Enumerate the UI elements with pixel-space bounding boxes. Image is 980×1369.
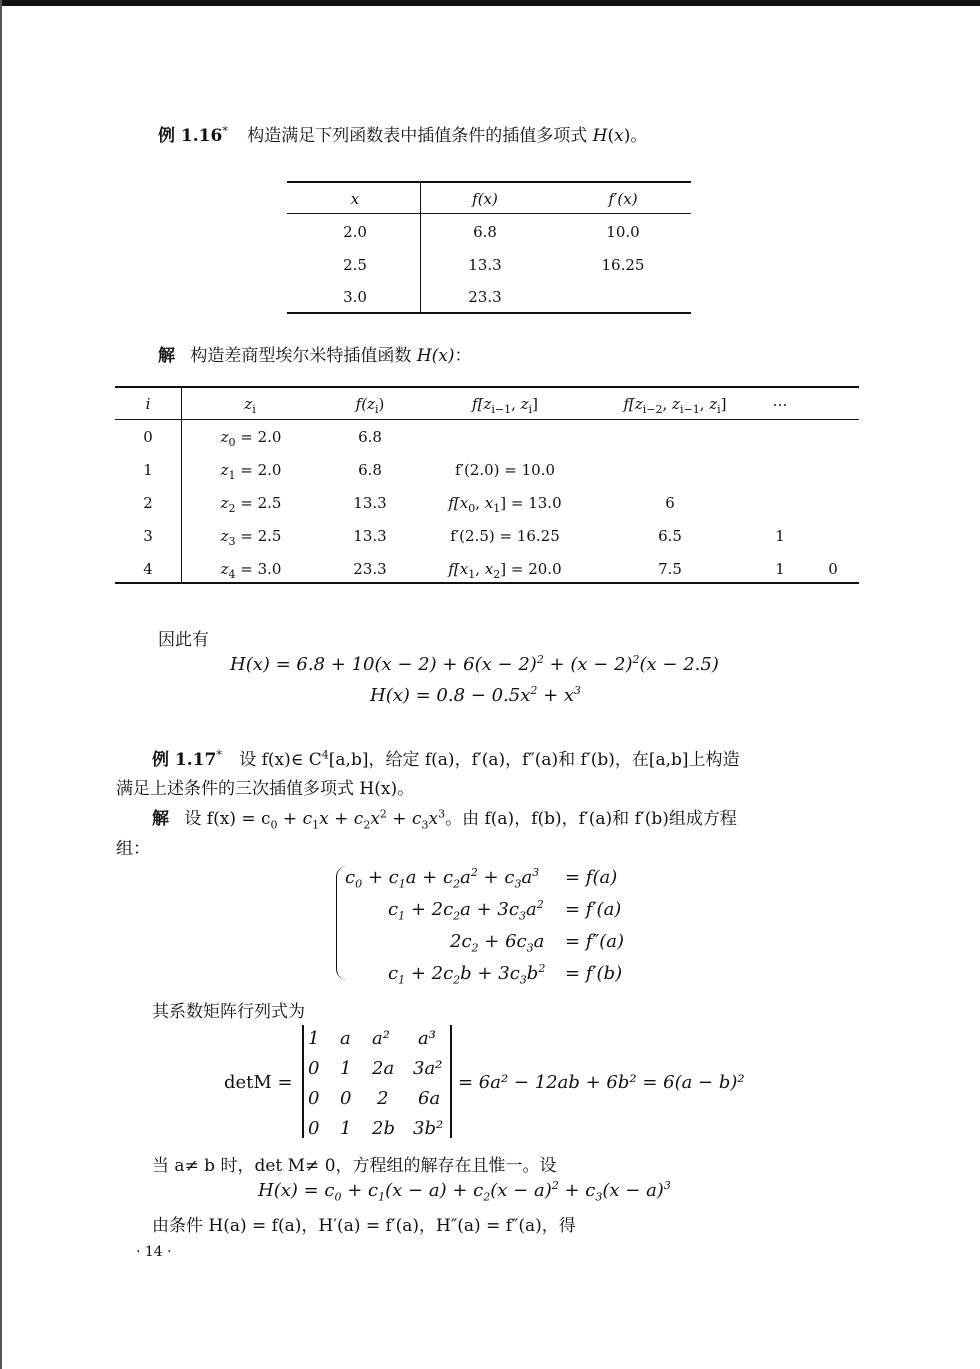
system-eq-1-rhs: = f(a)	[565, 867, 618, 888]
table-2-header-i: i	[145, 395, 151, 413]
system-eq-2-rhs: = f′(a)	[565, 899, 622, 920]
table-2-cell-dd3: 1	[775, 527, 785, 545]
solution-1-func: H(x)	[416, 346, 455, 366]
equation-1: $H(x) = 6.8 + 10(x - 2) + 6(x - 2)^2 + (x - 2)^2(x - 2.5)$	[230, 653, 719, 675]
system-eq-3-rhs: = f″(a)	[565, 931, 624, 952]
table-1-header-fprime: f′(x)	[608, 190, 638, 208]
example-116-H: H	[592, 126, 608, 146]
table-2-header-rule	[115, 419, 859, 420]
det-cell: 6a	[418, 1088, 441, 1109]
table-2-cell-i: 0	[143, 428, 153, 446]
det-cell: 3b²	[413, 1118, 444, 1139]
det-cell: a	[340, 1028, 351, 1049]
solution-1-label: 解	[158, 346, 175, 366]
det-cell: 0	[308, 1088, 320, 1109]
table-2-divider	[181, 386, 182, 583]
table-2-header-dd2: $f[z_{i-2}$, $z_{i-1}$, $z_i$]	[623, 395, 727, 416]
system-eq-3-lhs: $2c_2 + 6c_3a$	[450, 931, 545, 955]
table-2-cell-f: 23.3	[353, 560, 387, 578]
solution-1-line	[158, 341, 472, 366]
det-result: = 6a² − 12ab + 6b² = 6(a − b)²	[458, 1072, 745, 1093]
table-1-header-f: f(x)	[472, 190, 498, 208]
table-2-cell-dd4: 0	[828, 560, 838, 578]
table-1-bottom-rule	[287, 312, 691, 314]
table-2-cell-dd2: 7.5	[658, 560, 682, 578]
table-1-cell: 23.3	[468, 288, 502, 306]
equation-3: $H(x) = c_0 + c_1(x - a) + c_2(x - a)^2 + c_3(x - a)^3$	[258, 1179, 671, 1204]
equation-2: $H(x) = 0.8 - 0.5x^2 + x^3$	[370, 684, 582, 706]
det-cell: 1	[308, 1028, 320, 1049]
table-2-header-dd1: $f[z_{i-1}$, $z_i$]	[472, 395, 538, 416]
table-2-cell-f: 6.8	[358, 461, 382, 479]
table-2-bottom-rule	[115, 582, 859, 584]
example-116-star: *	[222, 124, 228, 138]
table-2-cell-dd1: f′(2.0) = 10.0	[454, 461, 556, 479]
table-1-cell: 2.5	[343, 256, 367, 274]
example-116-x: x	[614, 126, 624, 146]
left-edge	[0, 0, 2, 1369]
table-2-cell-i: 3	[143, 527, 153, 545]
table-2-cell-dd2: 6.5	[658, 527, 682, 545]
example-116-line: 例 1.16* 构造满足下列函数表中插值条件的插值多项式 H(x)。	[158, 124, 648, 146]
det-cell: a²	[372, 1028, 390, 1049]
table-2-header-ellipsis: …	[772, 392, 788, 410]
example-116-text: 构造满足下列函数表中插值条件的插值多项式	[247, 126, 593, 146]
example-117-label: 例 1.17	[152, 750, 217, 770]
det-cell: 2b	[372, 1118, 395, 1139]
table-1-cell: 2.0	[343, 223, 367, 241]
system-eq-1-lhs: $c_0 + c_1a + c_2a^2 + c_3a^3$	[345, 866, 540, 891]
top-rule	[0, 0, 980, 6]
table-2-cell-dd3: 1	[775, 560, 785, 578]
table-2-cell-z: $z_4 = 3.0$	[220, 560, 282, 581]
det-cell: a³	[418, 1028, 436, 1049]
example-116-label: 例 1.16	[158, 126, 223, 146]
system-eq-4-lhs: $c_1 + 2c_2b + 3c_3b^2$	[388, 962, 546, 987]
table-2-header-z: $z_i$	[244, 395, 256, 416]
det-cell: 3a²	[413, 1058, 443, 1079]
table-2-top-rule	[115, 386, 859, 388]
solution-1-text: 构造差商型埃尔米特插值函数	[190, 346, 417, 366]
det-cell: 1	[340, 1058, 352, 1079]
det-cell: 2a	[372, 1058, 395, 1079]
table-1-cell: 6.8	[473, 223, 497, 241]
example-116-end: 。	[630, 126, 648, 146]
table-1-cell: 13.3	[468, 256, 502, 274]
table-2-cell-dd2: 6	[665, 494, 675, 512]
table-2-cell-dd1: f′(2.5) = 16.25	[450, 527, 560, 545]
table-1-cell: 16.25	[601, 256, 645, 274]
det-label: detM =	[224, 1072, 293, 1093]
table-2-cell-f: 13.3	[353, 494, 387, 512]
system-eq-2-lhs: $c_1 + 2c_2a + 3c_3a^2$	[388, 898, 544, 923]
table-2-cell-i: 1	[143, 461, 153, 479]
table-2-cell-z: $z_2 = 2.5$	[220, 494, 282, 515]
example-117-star: *	[216, 748, 222, 762]
when-text: 当 a≠ b 时，det M≠ 0，方程组的解存在且惟一。设	[152, 1156, 557, 1176]
table-2-cell-z: $z_3 = 2.5$	[220, 527, 282, 548]
table-1-cell: 10.0	[606, 223, 640, 241]
example-117-line-1: 例 1.17* 设 f(x)∈ $C^4[a,b]$，给定 f(a)，f′(a)，f″(a)和 f′(b)，在[a,b]上构造	[152, 748, 740, 770]
table-2-cell-z: $z_1 = 2.0$	[220, 461, 282, 482]
solution-1-colon: ：	[454, 346, 472, 366]
example-117-line-2: 满足上述条件的三次插值多项式 H(x)。	[116, 779, 415, 799]
table-2-cell-i: 4	[143, 560, 153, 578]
det-cell: 0	[308, 1118, 320, 1139]
table-2-cell-i: 2	[143, 494, 153, 512]
det-cell: 0	[308, 1058, 320, 1079]
det-cell: 2	[377, 1088, 389, 1109]
table-1-cell: 3.0	[343, 288, 367, 306]
table-1-top-rule	[287, 181, 691, 183]
table-1-header-x: x	[350, 190, 360, 208]
solution-2-line-2: 组：	[116, 839, 150, 859]
table-1-header-rule	[287, 213, 691, 214]
solution-2-label: 解	[152, 809, 169, 829]
page-number: · 14 ·	[136, 1244, 172, 1260]
table-2-cell-f: 13.3	[353, 527, 387, 545]
table-2-cell-z: $z_0 = 2.0$	[220, 428, 282, 449]
solution-2-line-1: 解 设 $f(x) = c_0 + c_1x + c_2x^2 + c_3x^3$。由 f(a)，f(b)，f′(a)和 f′(b)组成方程	[152, 807, 737, 832]
table-1-divider	[420, 181, 421, 313]
table-2-cell-f: 6.8	[358, 428, 382, 446]
det-left-bar	[302, 1025, 304, 1138]
table-2-header-fz: $f(z_i)$	[355, 395, 385, 416]
table-2-cell-dd1: $f[x_1$, $x_2] = 20.0$	[448, 560, 562, 581]
therefore-text: 因此有	[158, 630, 209, 650]
det-cell: 0	[340, 1088, 352, 1109]
conditions-text: 由条件 H(a) = f(a)，H′(a) = f′(a)，H″(a) = f″(a)，得	[152, 1216, 576, 1236]
system-eq-4-rhs: = f′(b)	[565, 963, 623, 984]
det-cell: 1	[340, 1118, 352, 1139]
table-2-cell-dd1: $f[x_0$, $x_1] = 13.0$	[448, 494, 562, 515]
det-right-bar	[450, 1025, 452, 1138]
coef-text: 其系数矩阵行列式为	[152, 1002, 305, 1022]
